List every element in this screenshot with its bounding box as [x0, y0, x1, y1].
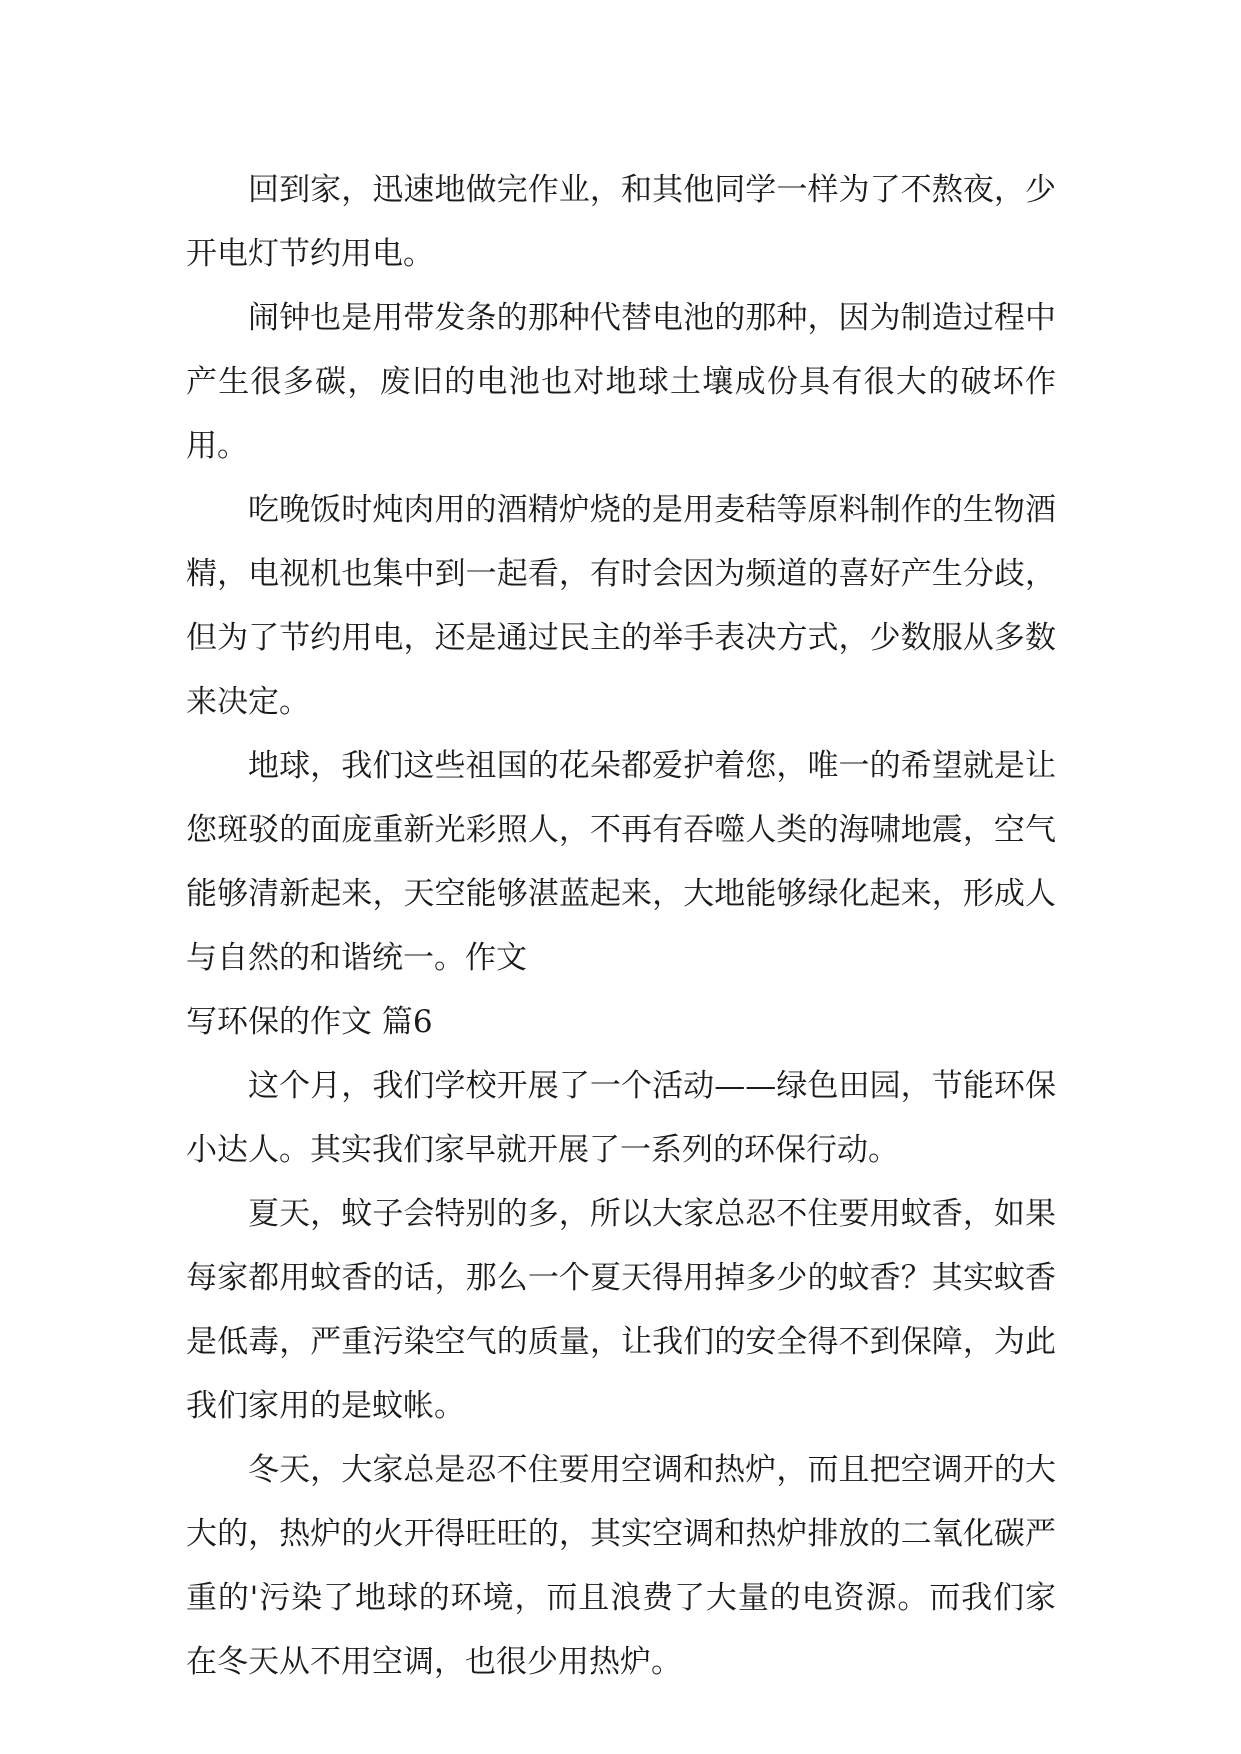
paragraph: 地球，我们这些祖国的花朵都爱护着您，唯一的希望就是让您斑驳的面庞重新光彩照人，不再有吞噬人类的海啸地震，空气能够清新起来，天空能够湛蓝起来，大地能够绿化起来，形成人与自然的和谐统一。作文 [186, 748, 1056, 976]
section-heading: 写环保的作文 篇6 [186, 1004, 433, 1040]
paragraph: 闹钟也是用带发条的那种代替电池的那种，因为制造过程中产生很多碳，废旧的电池也对地球土壤成份具有很大的破坏作用。 [186, 300, 1056, 464]
document-body [186, 158, 1056, 1694]
paragraph: 夏天，蚊子会特别的多，所以大家总忍不住要用蚊香，如果每家都用蚊香的话，那么一个夏天得用掉多少的蚊香？其实蚊香是低毒，严重污染空气的质量，让我们的安全得不到保障，为此我们家用的是蚊帐。 [186, 1196, 1056, 1424]
paragraph: 吃晚饭时炖肉用的酒精炉烧的是用麦秸等原料制作的生物酒精，电视机也集中到一起看，有时会因为频道的喜好产生分歧，但为了节约用电，还是通过民主的举手表决方式，少数服从多数来决定。 [186, 492, 1056, 720]
paragraph: 冬天，大家总是忍不住要用空调和热炉，而且把空调开的大大的，热炉的火开得旺旺的，其实空调和热炉排放的二氧化碳严重的'污染了地球的环境，而且浪费了大量的电资源。而我们家在冬天从不用空调，也很少用热炉。 [186, 1452, 1056, 1680]
paragraph: 回到家，迅速地做完作业，和其他同学一样为了不熬夜，少开电灯节约用电。 [186, 172, 1056, 272]
paragraph: 这个月，我们学校开展了一个活动——绿色田园，节能环保小达人。其实我们家早就开展了一系列的环保行动。 [186, 1068, 1056, 1168]
